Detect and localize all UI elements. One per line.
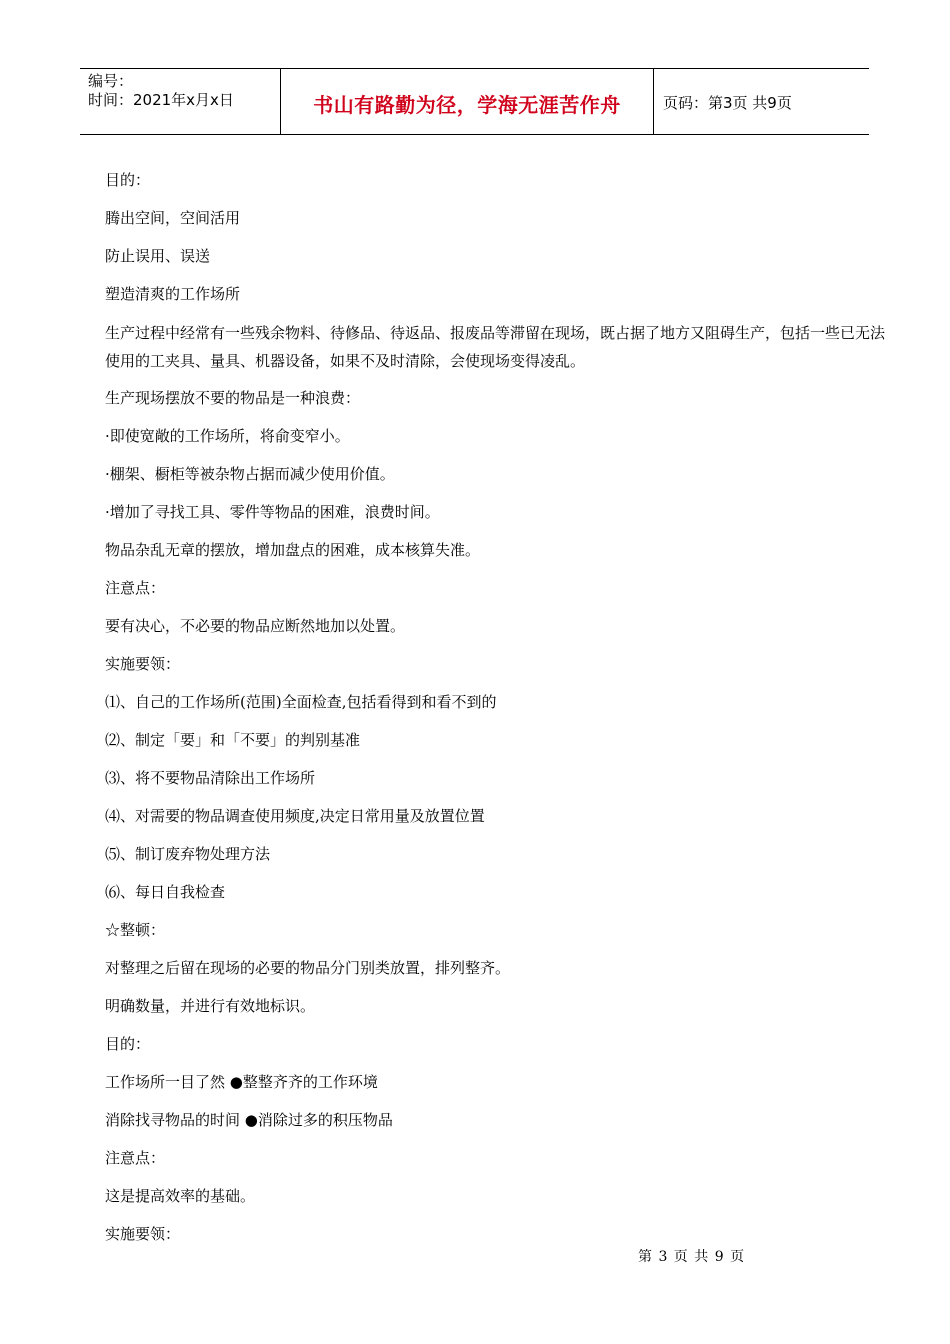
document-body: [105, 170, 885, 1262]
paragraph: 目的：: [105, 1035, 151, 1053]
paragraph: 工作场所一目了然 ●整整齐齐的工作环境: [105, 1073, 378, 1091]
page-header: [80, 68, 869, 135]
paragraph: 注意点：: [105, 1149, 166, 1167]
paragraph: 目的：: [105, 171, 151, 189]
paragraph: 生产过程中经常有一些残余物料、待修品、待返品、报废品等滞留在现场，既占据了地方又阻碍生产，包括一些已无法使用的工夹具、量具、机器设备，如果不及时清除，会使现场变得凌乱。: [105, 324, 886, 370]
paragraph: 要有决心，不必要的物品应断然地加以处置。: [105, 617, 406, 635]
paragraph: ⑶、将不要物品清除出工作场所: [105, 769, 316, 787]
header-meta: [80, 69, 281, 134]
paragraph: 生产现场摆放不要的物品是一种浪费：: [105, 389, 361, 407]
paragraph: 防止误用、误送: [105, 247, 211, 265]
paragraph: 注意点：: [105, 579, 166, 597]
paragraph: ⑸、制订废弃物处理方法: [105, 845, 271, 863]
paragraph: ☆整顿：: [105, 921, 166, 939]
header-page-label: 页码：第3页 共9页: [663, 94, 792, 112]
paragraph: 对整理之后留在现场的必要的物品分门别类放置，排列整齐。: [105, 959, 511, 977]
paragraph: ·棚架、橱柜等被杂物占据而减少使用价值。: [105, 465, 395, 483]
paragraph: ·即使宽敞的工作场所，将俞变窄小。: [105, 427, 350, 445]
page-footer: 第 3 页 共 9 页: [638, 1249, 746, 1265]
paragraph: ⑵、制定「要」和「不要」的判别基准: [105, 731, 361, 749]
paragraph: ·增加了寻找工具、零件等物品的困难，浪费时间。: [105, 503, 440, 521]
number-label: 编号：: [88, 72, 134, 90]
paragraph: ⑴、自己的工作场所(范围)全面检查,包括看得到和看不到的: [105, 693, 497, 711]
paragraph: 物品杂乱无章的摆放，增加盘点的困难，成本核算失准。: [105, 541, 481, 559]
paragraph: ⑹、每日自我检查: [105, 883, 226, 901]
date-label: 时间：2021年x月x日: [88, 91, 234, 109]
paragraph: 消除找寻物品的时间 ●消除过多的积压物品: [105, 1111, 393, 1129]
paragraph: 实施要领：: [105, 1225, 181, 1243]
paragraph: 这是提高效率的基础。: [105, 1187, 256, 1205]
header-motto: 书山有路勤为径，学海无涯苦作舟: [281, 69, 654, 134]
paragraph: 腾出空间，空间活用: [105, 209, 241, 227]
paragraph: 塑造清爽的工作场所: [105, 285, 241, 303]
paragraph: ⑷、对需要的物品调查使用频度,决定日常用量及放置位置: [105, 807, 485, 825]
paragraph: 明确数量，并进行有效地标识。: [105, 997, 316, 1015]
paragraph: 实施要领：: [105, 655, 181, 673]
